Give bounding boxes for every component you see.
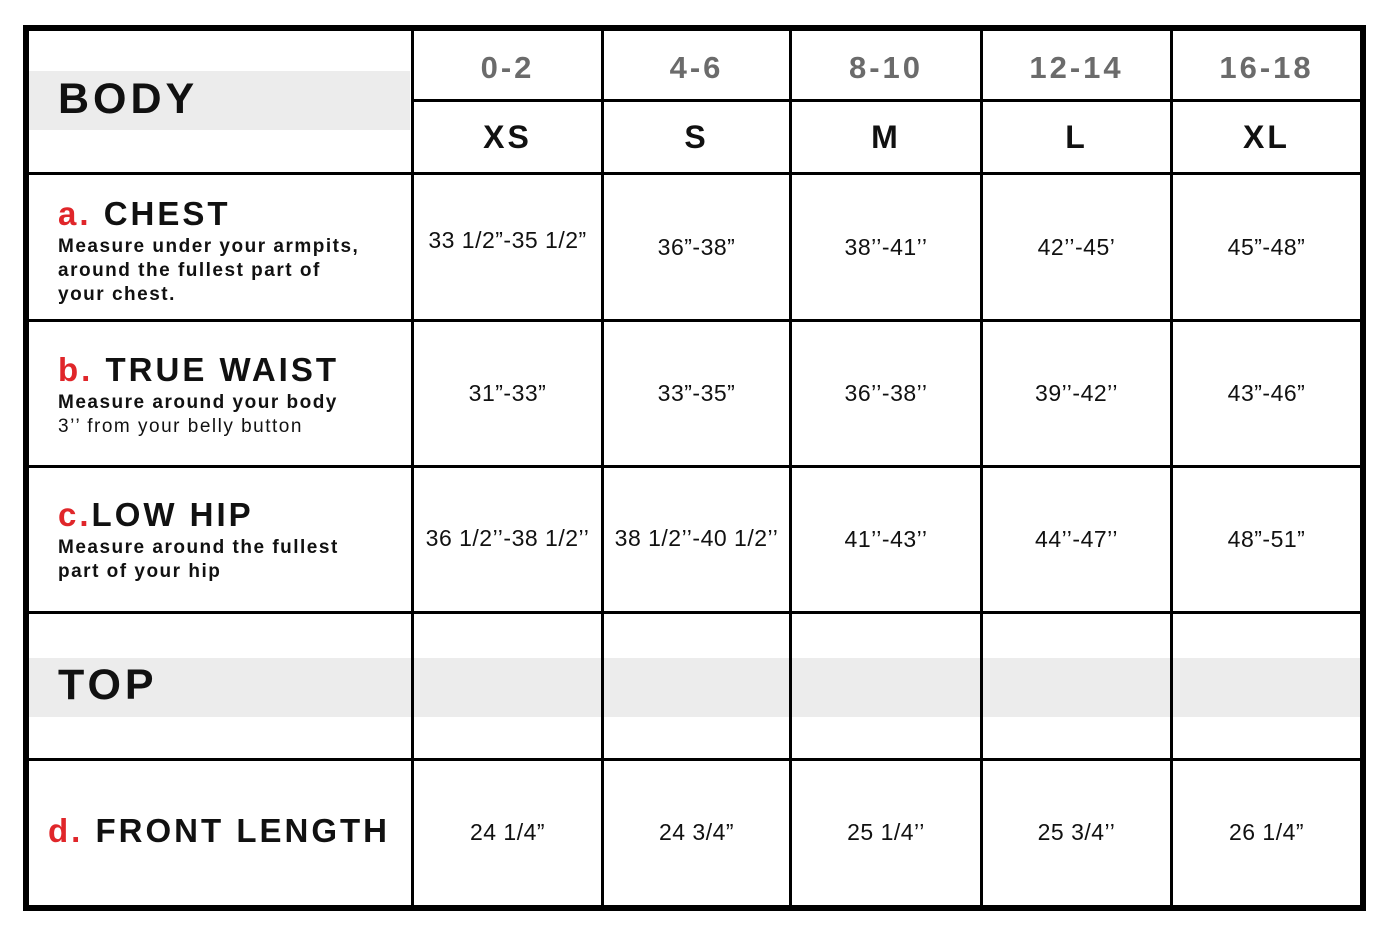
measurement-cell: 41’’-43’’ xyxy=(844,526,928,552)
measurement-cell: 38 1/2’’-40 1/2’’ xyxy=(614,524,779,551)
section-title-body: BODY xyxy=(58,75,199,123)
measurement-cell: 39’’-42’’ xyxy=(1035,380,1118,406)
measurement-cell: 38’’-41’’ xyxy=(844,233,928,260)
row-letter: b. xyxy=(58,351,94,388)
measurement-cell: 25 3/4’’ xyxy=(1037,819,1116,845)
row-description xyxy=(58,536,403,584)
row-header-true-waist xyxy=(58,351,403,439)
grid-line xyxy=(29,611,1360,614)
description-line: your chest. xyxy=(58,284,176,305)
measurement-cell: 33”-35” xyxy=(657,380,736,406)
description-line: 3’’ from your belly button xyxy=(58,416,303,437)
age-range-header: 16-18 xyxy=(1219,49,1314,85)
measurement-cell: 24 3/4” xyxy=(658,819,735,845)
measurement-cell: 25 1/4’’ xyxy=(847,819,925,845)
measurement-cell: 43”-46” xyxy=(1227,380,1306,406)
age-range-header: 4-6 xyxy=(669,49,724,85)
size-header: L xyxy=(1065,118,1088,155)
measurement-cell: 48”-51” xyxy=(1227,526,1306,552)
size-header: XS xyxy=(483,118,532,155)
size-header: S xyxy=(684,118,709,155)
description-line: Measure around the fullest xyxy=(58,537,339,558)
measurement-cell: 45”-48” xyxy=(1227,233,1306,260)
row-title xyxy=(58,195,403,233)
measurement-cell: 36’’-38’’ xyxy=(844,380,928,406)
section-title-top: TOP xyxy=(58,661,158,709)
row-letter: c. xyxy=(58,496,92,533)
row-description xyxy=(58,235,403,307)
age-range-header: 8-10 xyxy=(848,49,924,85)
measurement-cell: 42’’-45’ xyxy=(1037,233,1116,260)
description-line: around the fullest part of xyxy=(58,260,321,281)
size-header: M xyxy=(871,118,901,155)
measurement-cell: 36”-38” xyxy=(657,233,736,260)
row-title xyxy=(58,496,403,534)
row-title-text: LOW HIP xyxy=(91,496,254,533)
row-title xyxy=(58,351,403,389)
row-title-text: TRUE WAIST xyxy=(105,351,339,388)
measurement-cell: 44’’-47’’ xyxy=(1035,526,1118,552)
row-header-chest xyxy=(58,195,403,307)
measurement-cell: 33 1/2”-35 1/2” xyxy=(428,226,587,253)
row-letter: d. xyxy=(48,812,84,849)
age-range-header: 12-14 xyxy=(1029,49,1124,85)
row-title-text: FRONT LENGTH xyxy=(95,812,390,849)
description-line: part of your hip xyxy=(58,561,222,582)
row-title-text: CHEST xyxy=(103,195,231,232)
row-description xyxy=(58,391,403,439)
row-header-low-hip xyxy=(58,496,403,584)
row-header-front-length xyxy=(48,812,393,850)
row-title xyxy=(48,812,393,850)
age-range-header: 0-2 xyxy=(480,49,535,85)
row-letter: a. xyxy=(58,195,92,232)
size-header: XL xyxy=(1243,118,1290,155)
description-line: Measure under your armpits, xyxy=(58,236,360,257)
measurement-cell: 36 1/2’’-38 1/2’’ xyxy=(425,524,590,551)
measurement-cell: 24 1/4” xyxy=(469,819,546,845)
measurement-cell: 26 1/4” xyxy=(1228,819,1305,845)
measurement-cell: 31”-33” xyxy=(468,380,547,406)
description-line: Measure around your body xyxy=(58,392,338,413)
